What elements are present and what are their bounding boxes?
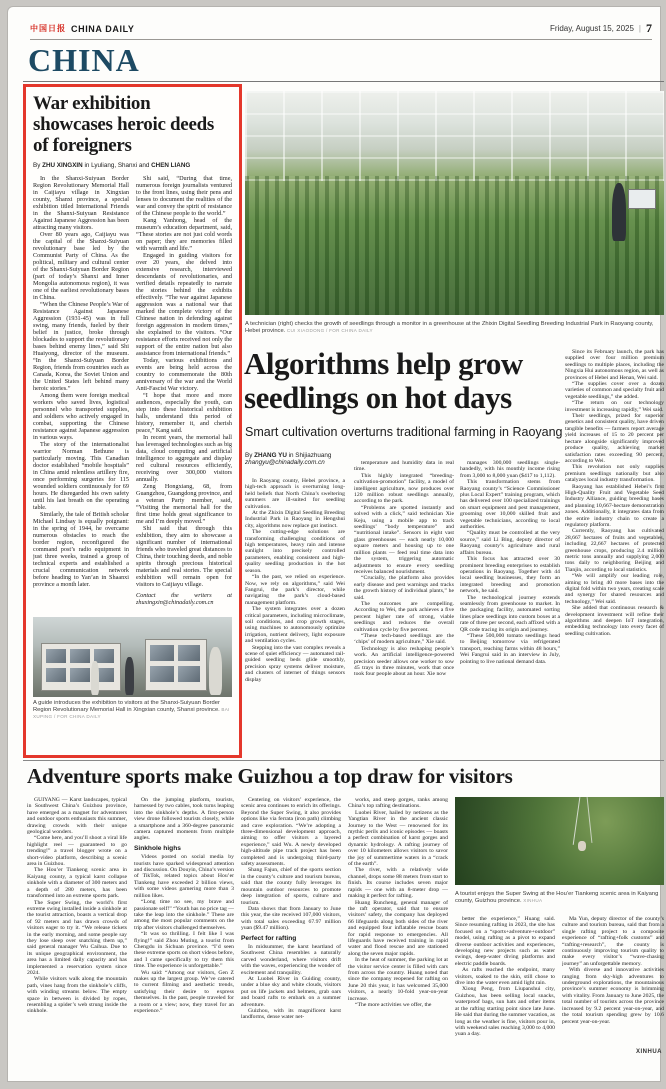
paragraph: Data shows that from January to June this year, the site received 107,000 visitors, with total sales exceeding 67.97 million yuan ($9.47 million). [241,905,341,932]
paragraph: With diverse and innovative activities ranging from sky-high adventures to underground explorations, the mountainous province’s summer economy is brimming with vitality. From January to June 2025, the total number of tourists across the province increased by 9.2 percent year-on-year, and the total tourism spending grew by 10.6 percent year-on-year. [562,967,664,1025]
paragraph: Today, various exhibitions and events are being held across the country to commemorate the 80th anniversary of the war and the World Anti-Fascist War victory. [136,357,232,393]
article2-headline: Algorithms help grow seedlings on hot days [244,346,523,415]
paragraph: Their seedlings, prized for superior genetics and consistent quality, have driven tangible benefits — farmers report average yield increases of 15 to 20 percent per hectare alongside significantly improved produce quality, achieving market satisfaction rates exceeding 90 percent, according to Wei. [565,413,664,464]
paragraph: In midsummer, the karst heartland of Southwest China resembles a naturally carved wonderland, where visitors drift with the waves, experiencing the wonder of excitement and tranquility. [241,943,341,976]
article1-photo-caption [33,700,232,720]
visitor-figure [91,661,99,695]
masthead-right [550,21,652,36]
greenhouse-photo [245,91,664,315]
article2-column-1 [245,478,345,778]
paragraph: At the Zhixin Digital Seedling Breeding Industrial Park in Raoyang in Hengshui city, algorithms now replace gut instinct. [245,510,345,529]
caption-text: A technician (right) checks the growth of seedlings through a monitor in a greenhouse at the Zhixin Digital Seedling Breeding Industrial Park in Raoyang county, Hebei province. [245,321,654,334]
paragraph: She added that continuous research & development investment will refine their algorithms and deepen IoT integration, embedding technology into every facet of seedling cultivation. [565,605,664,637]
paragraph: “These 500,000 tomato seedlings head to Beijing tomorrow via refrigerated transport, reaching farms within 48 hours,” Wei Fangrui said in an interview in July, pointing to live national demand data. [460,632,560,665]
article1-contact: Contact the writers at zhuxingxin@chinadaily.com.cn [136,592,232,607]
paragraph: As rafts reached the endpoint, many visitors, soaked to the skin, still chose to dive into the water even amid light rain. [455,967,555,987]
seedling-rows [245,176,664,315]
paragraph: Engaged in guiding visitors for over 20 years, she delved into extensive research, interviewed descendants of revolutionaries, and verified details repeatedly to narrate the stories behind the exhibits effectively. “The war against Japanese aggression was a national war that marked the complete victory of the Chinese nation in defending against foreign aggression in modern times,” she explained to the visitors. “Our resistance efforts received not only the support of the entire nation but also assistance from international friends.” [136,252,232,358]
article2-column-3 [460,460,560,778]
paragraph: This transformation stems from Raoyang county’s “Science Commissioner plus Local Expert” training program, which has delivered over 100 specialized trainings on smart equipment and pest management, grooming over 10,000 skilled fruit and vegetable technicians, according to local authorities. [460,479,560,531]
article2-byline [245,452,345,466]
byline-author: ZHANG YU [254,452,287,459]
article1-column-2 [136,175,232,615]
paragraph: “Quality must be controlled at the very source,” said Li Bing, deputy director of Raoyang county’s agriculture and rural affairs bureau. [460,530,560,556]
masthead-left [30,23,134,34]
paragraph: Raoyang has established Hebei’s first High-Quality Fruit and Vegetable Seed Industry Alliance, guiding breeding bases and planning 10,667-hectare demonstration zones. Additionally, it integrates data from the entire industry chain to create a regulatory platform. [565,483,664,528]
exhibition-board [41,643,121,691]
paragraph: Technology is also reshaping people’s work. An artificial intelligence-powered precision seeder allows one worker to sow 45 trays in three minutes, work that once took four people about an hour. Xie now [354,645,454,678]
paragraph: This highly integrated “breeding-cultivation-promotion” facility, a model of intelligent agriculture, now produces over 120 million robust seedlings annually, according to the park. [354,472,454,505]
paragraph: “The more activities we offer, the [355,1002,432,1008]
paragraph: The technological journey extends seamlessly from greenhouse to market. In the packaging facility, automated sorting lines place seedlings into custom boxes at a rate of three per second, each affixed with a QR code tracing its origin and journey. [460,594,560,633]
paragraph: “I hope that more and more audiences, especially the youth, can step into these historical exhibition halls, understand this period of history, remember it, and cherish peace,” Kang said. [136,392,232,435]
guide-figure [209,647,222,695]
paragraph: Luobei River, hailed by netizens as the Yangtian River in the ancient classic Journey to the West — renowned for its mythic perils and iconic episodes — boasts a perfect combination of karst gorges and dynamic hydrology. A rafting journey of over 10 kilometers allows visitors to savor the joy of summertime waters in a “crack of the earth”. [348,809,448,868]
paragraph: “When the Chinese People’s War of Resistance Against Japanese Aggression (1931-45) was in full swing, many friends, fueled by their belief in justice, broke through blockades to support the revolutionary bases behind enemy lines,” said Shi Huaiyong, director of the museum. “In the Shanxi-Suiyuan Border Region, friends from countries such as Canada, Korea, the Soviet Union and the United States left behind many heroic stories.” [33,301,129,393]
caption-text: A guide introduces the exhibition to visitors at the Shanxi-Suiyuan Border Region Revolutionary Memorial Hall in Xingxian county, Shanxi province. [33,700,222,713]
article3-column-3 [241,797,341,1083]
paragraph: Over 80 years ago, Caijiayu was the capital of the Shanxi-Suiyuan revolutionary base led by the Communist Party of China. As the political, military and cultural center of the Shanxi-Suiyuan Border Region (part of today’s Shanxi and Inner Mongolia autonomous region), it was one of the earliest revolutionary bases in China. [33,231,129,302]
article-war-exhibition[interactable] [23,84,242,758]
paragraph: “The supplies cover over a dozen varieties of common and specialty fruit and vegetable seedlings,” she added. [565,381,664,400]
article3-top-rule [23,760,664,761]
paragraph: Guizhou, with its magnificent karst landforms, dense water net- [241,1008,341,1021]
paragraph: Shang Fajun, chief of the sports section in the county’s culture and tourism bureau, said that the county fully leverages its mountain outdoor resources to promote deep integration of sports, culture and tourism. [241,867,341,906]
china-daily-cn-logo: 中国日报 [30,24,66,33]
paragraph: GUIYANG — Karst landscapes, typical in Southwest China’s Guizhou province, have emerged as a magnet for adventurers and outdoor sports enthusiasts this summer, drawing crowds with their unique geological wonders. [27,797,127,836]
paragraph: Xiong Peng, from Liupanshui city, Guizhou, has been selling local snacks, waterproof bags, sun hats and other items at the rafting starting point since late June. He said that during the summer vacation, as long as the weather is fine, visitors pour in, with weekend sales reaching 3,000 to 4,000 yuan a day. [455,986,555,1038]
paragraph: The Hou’er Tiankeng scenic area in Kaiyang county, a typical karst collapse sinkhole with a diameter of 300 meters and a depth of 280 meters, has been transformed into an extreme sports park. [27,867,127,900]
article3-subhead-sinkhole: Sinkhole highs [134,844,181,852]
paragraph: The outcomes are compelling. According to Wei, the park achieves a five percent higher rate of strong, viable seedlings and reduces the overall cultivation cycle by five percent. [354,600,454,633]
swinging-tourist-figure [578,841,586,851]
paragraph: “These tech-based seedlings are the ‘chips’ of modern agriculture,” Xie said. [354,632,454,646]
byline-location: in Shijiazhuang [286,452,332,459]
article2-subhead: Smart cultivation overturns traditional farming in Raoyang [245,425,563,439]
paragraph: Wu said: “Among our visitors, Gen Z makes up the largest group. We’ve catered to current filming and aesthetic trends, satisfying their desire to express themselves. In the past, people traveled for a room or a view; now, they travel for an experience.” [134,969,234,1014]
article3-source: XINHUA [635,1049,662,1055]
article3-headline: Adventure sports make Guizhou a top draw for visitors [27,764,513,788]
article1-columns [33,175,232,615]
article3-column-6 [562,916,664,1044]
paragraph: Currently, Raoyang has cultivated 28,667 hectares of fruits and vegetables, including 22,667 hectares of protected greenhouse crops, producing 2.4 million metric tons annually and supplying 2,000 tons daily to neighboring Beijing and Tianjin, according to local statistics. [565,528,664,573]
paragraph: Similarly, the tale of British scholar Michael Lindsay is equally poignant: in the spring of 1944, he overcame numerous obstacles to reach the border region, reconfigured the command post’s radio equipment in just three weeks, trained a group of technical experts and established a crucial communication network before heading to Yan’an in Shaanxi province a month later. [33,511,129,589]
paragraph: This focus has attracted over 30 prominent breeding enterprises to establish operations in Raoyang. Together with 44 local seedling businesses, they form an integrated breeding and promotion network, he said. [460,556,560,595]
paragraph: Shi said, “During that time, numerous foreign journalists ventured to the front lines, using their pens and lenses to document the realities of the war and convey the spirit of resistance of the Chinese people to the world.” [136,175,232,218]
paragraph: The cutting-edge solutions are transforming challenging conditions of high temperatures, heavy rain and intense sunlight into precisely controlled parameters, enabling consistent and high-quality seedling production in the hot season. [245,529,345,574]
paragraph: On the jumping platform, tourists, harnessed by two cables, took turns leaping into the sinkhole’s depths. A first-person view drone followed tourists closely, while a smartphone and a 360-degree panoramic camera captured moments from multiple angles. [134,797,234,842]
caption-text: A tourist enjoys the Super Swing at the Hou’er Tiankeng scenic area in Kaiyang county, Guizhou province. [455,891,659,904]
section-rule [23,81,664,82]
photo3-background [455,797,664,885]
paragraph: In the heat of summer, the parking lot at the visitor service center is filled with cars from across the country. Huang noted that since the company reopened for rafting on June 20 this year, it has welcomed 35,000 visitors, a nearly 10-fold year-on-year increase. [348,957,448,1002]
byline-by: By [33,162,43,169]
article1-column-1 [33,175,129,615]
paragraph: “Long time no see, my brave and passionate self!” “Youth has no price tag — take the leap into the sinkhole.” These are among the most popular comments on the trip after visitors challenged themselves. [134,899,234,931]
paragraph: Videos posted on social media by tourists have sparked widespread attention and discussion. On Douyin, China’s version of TikTok, related topics about Hou’er Tiankeng have exceeded 2 billion views, with some videos garnering more than 3 million likes. [134,854,234,899]
paragraph: Kang Yanhong, head of the museum’s education department, said, “These stories are not just cold words on paper; they are memories filled with warmth and life.” [136,217,232,253]
paragraph: In the Shanxi-Suiyuan Border Region Revolutionary Memorial Hall in Caijiayu village in Xingxian county, Shanxi province, a special exhibition titled International Friends in the Shanxi-Suiyuan Resistance Against Japanese Aggression has been attracting many visitors. [33,175,129,232]
paragraph: “Problems are spotted instantly and solved with a click,” said technician Xie Keju, using a mobile app to track seedlings’ “body temperature” and “nutritional intake”. Sensors in eight vast glass greenhouses — each nearly 10,000 square meters and housing up to one million plants — feed real time data into the system, triggering automatic adjustments to ensure every seedling receives balanced nourishment. [354,504,454,575]
war-exhibition-photo [33,617,232,697]
paragraph: The story of the internationalist warrior Norman Bethune is particularly moving. This Canadian doctor established “mobile hospitals” in China amid relentless artillery fire, once performing surgeries for 115 wounded soldiers continuously for 69 hours. He disregarded his own safety until his last breath on the operating table. [33,441,129,512]
date-page-separator: | [638,24,641,33]
paragraph: Centering on visitors’ experience, the scenic area continues to enrich its offerings. Beyond the Super Swing, it also provides options like via ferrata (iron path) climbing and cave exploration. “We’re adopting a three-dimensional development approach, aiming to offer visitors a layered experience,” said Wu. A newly developed high-altitude pipe track project has been completed and is undergoing third-party safety assessments. [241,797,341,868]
paragraph: “It was so thrilling. I felt like I was flying!” said Zhou Muting, a tourist from Chengdu in Sichuan province. “I’d seen these extreme sports on short videos before, and I came specifically to try them this time. The experience is unforgettable.” [134,931,234,970]
article2-column-4 [565,349,664,778]
article2-column-2 [354,460,454,778]
paragraph: Ma Yun, deputy director of the county’s culture and tourism bureau, said that from a single rafting project to a composite experience of “rafting+folk customs” and “rafting+research”, the county is continuously improving tourism quality to make every visitor’s “wave-chasing journey” an unforgettable memory. [562,916,664,967]
article3-column-5 [455,916,555,1066]
article3-column-1 [27,797,127,1083]
paragraph: “We will amplify our leading role, aiming to bring 40 more bases into the digital fold within two years, creating scale and synergy for shared resources and technology,” Wei said. [565,573,664,605]
paragraph: “In the past, we relied on experience. Now, we rely on algorithms,” said Wei Fangrui, the park’s director, while navigating the park’s cloud-based management platform. [245,574,345,606]
article3-subhead-rafting: Perfect for rafting [241,934,297,942]
visitor-figure [125,657,134,695]
paragraph: While visitors walk along the mountain path, vines hang from the sinkhole’s cliffs, with winding streams below. The empty space in between is divided by ropes, resembling a spider’s web strung inside the sinkhole. [27,976,127,1015]
paragraph: works, and steep gorges, ranks among China’s top rafting destinations. [348,797,448,810]
paragraph: The river, with a relatively wide channel, drops some 88 meters from start to finish. Its course includes seven major rapids — one with an 8-meter drop — making it perfect for rafting. [348,867,448,900]
paragraph: Among them were foreign medical workers who saved lives, logistical personnel who transported supplies, and soldiers who actively engaged in combat, supporting the Chinese resistance against Japanese aggression in various ways. [33,392,129,442]
article3-column-4 [348,797,448,1083]
paragraph: “The return on our technology investment is increasing rapidly,” Wei said. [565,400,664,413]
paragraph: In recent years, the memorial hall has leveraged technologies such as big data, cloud computing and artificial intelligence to aggregate and display red cultural resources efficiently, receiving over 300,000 visitors annually. [136,434,232,484]
byline-location: in Lyuliang, Shanxi and [82,162,152,169]
technician-figure [612,183,626,241]
byline-author-2: CHEN LIANG [151,162,191,169]
china-daily-logo: CHINA DAILY [71,23,135,34]
greenhouse-structure [245,91,664,181]
paragraph: better the experience,” Huang said. Since resuming rafting in 2023, the site has focused on a “sports+adventure+outdoor” model, using rafting as a pivot to expand diverse outdoor activities and experiences, developing new projects such as water swings, deep-water diving platforms and electric paddle boards. [455,916,555,967]
paragraph: The system integrates over a dozen critical parameters, including microclimate, soil conditions, and crop growth stages, using machines to autonomously optimize irrigation, nutrient delivery, light exposure and ventilation cycles. [245,606,345,645]
paragraph: Huang Runcheng, general manager of the raft operator, said that to ensure visitors’ safety, the company has deployed 66 lifeguards along both sides of the river and equipped four inflatable rescue boats for rapid response to emergencies. All lifeguards have received training in rapid water and flood rescue and are stationed along the seven major rapids. [348,899,448,957]
photo-credit: XINHUA [523,897,543,903]
photo-credit: BAI XUPING / FOR CHINA DAILY [33,707,230,719]
masthead [30,20,652,37]
exhibition-board [145,639,207,691]
paper-sheet [7,6,664,1082]
section-title: CHINA [28,42,140,78]
article1-headline: War exhibition showcases heroic deeds of foreigners [33,93,214,156]
byline-author-1: ZHU XINGXIN [42,162,83,169]
paragraph: “Crucially, the platform also provides early disease and pest warnings and tracks the growth history of individual plants,” he said. [354,575,454,601]
paragraph: temperature and humidity data in real time. [354,460,454,473]
paragraph: At Luobei River in Guiding county, under a blue sky and white clouds, visitors put on life jackets and helmets, grab oars and board rafts to embark on a summer adventure. [241,975,341,1008]
monitor-screen [628,189,656,209]
paragraph: manages 300,000 seedlings single-handedly, with his monthly income rising from 3,000 to 8,000 yuan ($417 to 1,112). [460,460,560,479]
paragraph: In Raoyang county, Hebei province, a high-tech approach is overturning long-held beliefs that North China’s sweltering summers are ill-suited for seedling cultivation. [245,478,345,510]
masthead-rule [30,39,652,40]
article3-column-2-bottom [134,854,234,1014]
paragraph: Shi said that through this exhibition, they aim to showcase a significant number of international friends who traveled great distances to China, their touching deeds, and noble spirits through precious historical materials and real stories. The special exhibition will remain open for visitors to Caijiayu village. [136,525,232,589]
byline-email[interactable]: zhangyu@chinadaily.com.cn [245,459,325,467]
paragraph: Stepping into the vast complex reveals a scene of quiet efficiency — automated rail-guided seedling beds glide smoothly, precision spray systems deliver moisture, and clusters of internet of things sensors display [245,644,345,683]
article3-photo-caption [455,891,664,905]
paragraph: The Super Swing, the world’s first extreme swing installed inside a sinkhole at the tourist attraction, boasts a vertical drop of 92 meters and has drawn crowds of visitors eager to try it. “We release tickets in the early morning, and some people say they lose sleep over snatching them up,” said general manager Wu Caihua. Due to its unique geographical environment, the area has a limited daily capacity and has implemented a reservation system since 2024. [27,899,127,976]
article3-column-3-bottom [241,944,341,1021]
article3-column-2 [134,797,234,1083]
article2-photo-caption [245,321,664,335]
paragraph: “Come here, and you’ll shoot a viral life highlight reel — guaranteed to go trending!” a travel blogger wrote on a short-video platform, describing a scenic area in Guizhou. [27,835,127,868]
photo-credit: CUI XIAODONG / FOR CHINA DAILY [286,327,373,333]
article1-column-2-text [136,175,232,588]
page-number: 7 [646,21,652,35]
paragraph: Zeng Hongxiang, 68, from Guangzhou, Guangdong province, and a veteran Party member, said, “Visiting the memorial hall for the first time holds great significance to me and I’m deeply moved.” [136,483,232,526]
article3-column-2-top [134,797,234,842]
byline-by: By [245,452,255,459]
super-swing-photo [455,797,664,885]
paragraph: This revolution not only supplies premium seedlings nationally but also catalyzes local industry transformation. [565,464,664,484]
paragraph: Since its February launch, the park has supplied over four million premium seedlings to multiple places, including the Ningxia Hui autonomous region, as well as provinces of Hebei and Henan, Wei said. [565,349,664,381]
article3-column-3-top [241,797,341,932]
article1-byline [33,162,232,169]
issue-date: Friday, August 15, 2025 [550,24,634,33]
